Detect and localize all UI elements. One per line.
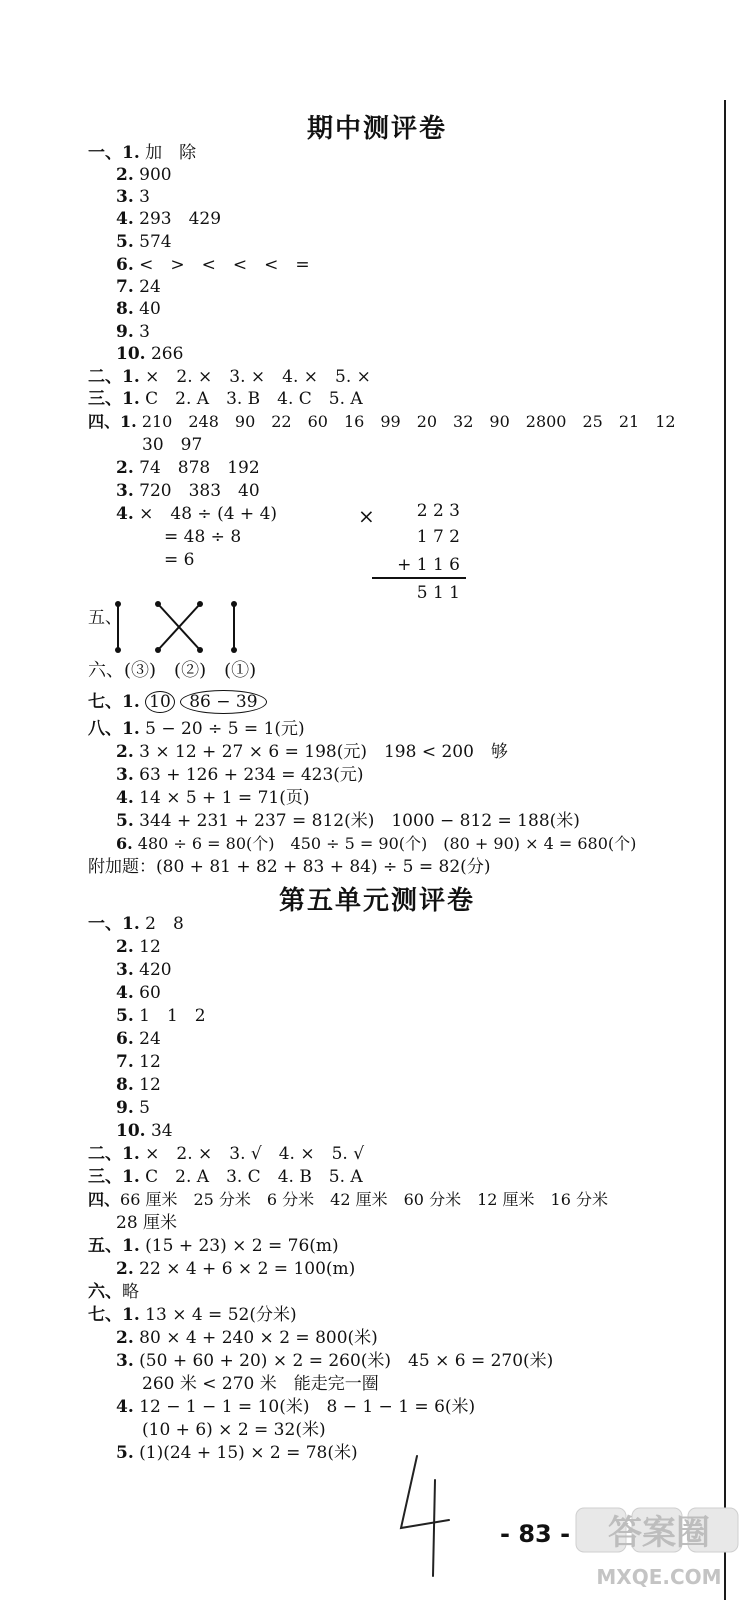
answer-line (88, 1143, 364, 1165)
answer-line (116, 1327, 378, 1349)
question-number: 3. (116, 1351, 134, 1371)
section-title-unit5: 第五单元测评卷 (278, 886, 475, 916)
answer-line (116, 1005, 206, 1027)
question-number: 10. (116, 344, 146, 364)
answer-text: (②) (174, 660, 207, 681)
answer-line (88, 690, 267, 714)
question-number: 3. (116, 481, 134, 501)
answer-text: × 2. × 3. √ 4. × 5. √ (145, 1144, 365, 1164)
question-number: 四、1. (88, 412, 137, 431)
answer-line (116, 276, 161, 298)
right-margin-rule (724, 100, 726, 1600)
vertical-calc-mark: × (358, 504, 375, 528)
answer-text: 260 米 < 270 米 能走完一圈 (142, 1374, 379, 1394)
bonus-line: 附加题：(80 + 81 + 82 + 83 + 84) ÷ 5 = 82(分) (88, 857, 491, 877)
question-number: 5. (116, 232, 134, 252)
answer-line (164, 549, 194, 571)
answer-line (116, 1074, 161, 1096)
answer-text: 24 (139, 1029, 161, 1049)
question-number: 7. (116, 1052, 134, 1072)
answer-text: 28 厘米 (116, 1213, 178, 1233)
answer-text: 574 (139, 232, 172, 252)
answer-line (116, 1442, 358, 1464)
question-number: 五、1. (88, 1236, 140, 1256)
question-number: 6. (116, 1029, 134, 1049)
question-number: 5. (116, 1006, 134, 1026)
question-number: 2. (116, 1259, 134, 1279)
answer-line (116, 1350, 553, 1372)
answer-line (142, 1373, 379, 1395)
answer-text: (10 + 6) × 2 = 32(米) (142, 1420, 326, 1440)
answer-text: × 48 ÷ (4 + 4) (139, 504, 278, 524)
question-number: 4. (116, 209, 134, 229)
answer-line (116, 1097, 150, 1119)
answer-text: C 2. A 3. B 4. C 5. A (145, 389, 363, 409)
answer-text: 24 (139, 277, 161, 297)
answer-text: 22 × 4 + 6 × 2 = 100(m) (139, 1259, 356, 1279)
answer-line (116, 1258, 355, 1280)
answer-text: 210 248 90 22 60 16 99 20 32 90 2800 25 21 12 (141, 412, 676, 431)
answer-text: 3 (139, 187, 150, 207)
answer-line (116, 764, 364, 786)
question-number: 10. (116, 1121, 146, 1141)
question-number: 5. (116, 811, 134, 831)
answer-line (88, 142, 196, 164)
question-number: 6. (116, 834, 133, 853)
answer-text: (①) (224, 660, 257, 681)
question-number: 3. (116, 765, 134, 785)
answer-text: 12 − 1 − 1 = 10(米) 8 − 1 − 1 = 6(米) (139, 1397, 476, 1417)
answer-text: = 6 (164, 550, 195, 570)
question-number: 二、1. (88, 367, 140, 387)
answer-text: 60 (139, 983, 161, 1003)
watermark-cn: 答案圈 (608, 1513, 710, 1553)
vertical-calc-row: + 1 1 6 (397, 555, 460, 575)
answer-line (116, 959, 172, 981)
answer-text: 12 (139, 937, 161, 957)
question-number: 五、 (88, 608, 122, 628)
question-number: 8. (116, 299, 134, 319)
answer-line (116, 1028, 161, 1050)
answer-line (88, 366, 371, 388)
answer-text: 66 厘米 25 分米 6 分米 42 厘米 60 分米 12 厘米 16 分米 (120, 1190, 608, 1209)
answer-line (116, 810, 580, 832)
answer-line (164, 526, 241, 548)
answer-text: (15 + 23) × 2 = 76(m) (145, 1236, 339, 1256)
question-number: 3. (116, 960, 134, 980)
question-number: 八、1. (88, 719, 140, 739)
vertical-calc-row: 5 1 1 (416, 583, 460, 603)
question-number: 4. (116, 1397, 134, 1417)
answer-text: 80 × 4 + 240 × 2 = 800(米) (139, 1328, 378, 1348)
answer-text: 900 (139, 165, 172, 185)
matching-diagram (110, 598, 250, 658)
answer-line (116, 1051, 161, 1073)
answer-line (116, 298, 161, 320)
answer-line (116, 343, 183, 365)
section-title-midterm: 期中测评卷 (306, 114, 447, 144)
answer-text: 63 + 126 + 234 = 423(元) (139, 765, 364, 785)
question-number: 四、 (88, 1190, 121, 1209)
question-number: 2. (116, 165, 134, 185)
answer-line (142, 434, 202, 456)
answer-text: (1)(24 + 15) × 2 = 78(米) (139, 1443, 358, 1463)
answer-text: 40 (139, 299, 161, 319)
answer-text: 344 + 231 + 237 = 812(米) 1000 − 812 = 188(米) (139, 811, 580, 831)
answer-line (116, 741, 508, 763)
answer-text: × 2. × 3. × 4. × 5. × (145, 367, 371, 387)
question-number: 三、1. (88, 389, 140, 409)
answer-line (116, 164, 172, 186)
watermark-en: MXQE.COM (596, 1565, 722, 1589)
answer-line (88, 718, 305, 740)
question-number: 2. (116, 937, 134, 957)
page-number: - 83 - (500, 1520, 571, 1548)
answer-line (88, 1235, 339, 1257)
answer-text: < > < < < = (139, 255, 310, 275)
answer-line (88, 1281, 139, 1303)
answer-text: 12 (139, 1075, 161, 1095)
answer-line (116, 457, 260, 479)
answer-line (88, 913, 184, 935)
answer-text: 12 (139, 1052, 161, 1072)
answer-text: 5 (139, 1098, 150, 1118)
question-number: 七、1. (88, 692, 140, 712)
question-number: 4. (116, 983, 134, 1003)
handwritten-mark-4 (395, 1450, 455, 1580)
question-number: 8. (116, 1075, 134, 1095)
answer-line (116, 936, 161, 958)
question-number: 六、 (88, 1282, 122, 1302)
answer-text: (③) (124, 660, 157, 681)
answer-line (88, 660, 256, 682)
vertical-calc-row: 1 7 2 (416, 527, 460, 547)
question-number: 2. (116, 458, 134, 478)
answer-line (88, 388, 363, 410)
question-number: 一、1. (88, 914, 140, 934)
answer-line (116, 186, 150, 208)
answer-text: 14 × 5 + 1 = 71(页) (139, 788, 310, 808)
answer-text: 720 383 40 (139, 481, 260, 501)
vertical-calc-row: 2 2 3 (416, 501, 460, 521)
circled-answer: 10 (145, 691, 175, 713)
question-number: 7. (116, 277, 134, 297)
question-number: 七、1. (88, 1305, 140, 1325)
answer-line (116, 254, 310, 276)
answer-text: 13 × 4 = 52(分米) (145, 1305, 297, 1325)
answer-line (116, 480, 260, 502)
answer-line (116, 1120, 173, 1142)
answer-text: 420 (139, 960, 172, 980)
question-number: 4. (116, 788, 134, 808)
question-number: 2. (116, 742, 134, 762)
answer-line (88, 411, 676, 433)
ellipsed-answer: 86 − 39 (180, 690, 266, 714)
question-number: 5. (116, 1443, 134, 1463)
question-number: 4. (116, 504, 134, 524)
answer-text: 34 (150, 1121, 173, 1141)
answer-text: 480 ÷ 6 = 80(个) 450 ÷ 5 = 90(个) (80 + 90) × 4 = 680(个) (137, 834, 637, 853)
answer-line (116, 503, 277, 525)
answer-text: 293 429 (139, 209, 222, 229)
question-number: 9. (116, 322, 134, 342)
answer-text: 加 除 (145, 143, 197, 163)
answer-line (142, 1419, 326, 1441)
answer-text: 5 − 20 ÷ 5 = 1(元) (145, 719, 305, 739)
question-number: 二、1. (88, 1144, 140, 1164)
answer-line (116, 231, 172, 253)
answer-line (116, 833, 636, 855)
answer-line (116, 1212, 177, 1234)
answer-text: 略 (122, 1282, 139, 1302)
answer-line (88, 1189, 608, 1211)
answer-text: = 48 ÷ 8 (164, 527, 242, 547)
answer-text: C 2. A 3. C 4. B 5. A (145, 1167, 363, 1187)
watermark-logo (564, 1500, 754, 1600)
answer-text: 266 (150, 344, 184, 364)
question-number: 9. (116, 1098, 134, 1118)
answer-line (116, 1396, 475, 1418)
question-number: 3. (116, 187, 134, 207)
answer-text: 74 878 192 (139, 458, 260, 478)
answer-line (88, 1166, 363, 1188)
question-number: 2. (116, 1328, 134, 1348)
answer-text: 3 × 12 + 27 × 6 = 198(元) 198 < 200 够 (139, 742, 508, 762)
vertical-calc-rule (372, 577, 466, 579)
question-number: 六、 (88, 660, 124, 681)
question-number: 三、1. (88, 1167, 140, 1187)
answer-text: 1 1 2 (139, 1006, 206, 1026)
question-number: 6. (116, 255, 134, 275)
answer-line (116, 321, 150, 343)
answer-text: 30 97 (142, 435, 203, 455)
answer-line (116, 787, 309, 809)
question-number: 一、1. (88, 143, 140, 163)
answer-line (116, 982, 161, 1004)
answer-text: 3 (139, 322, 150, 342)
answer-line (116, 208, 221, 230)
answer-text: 2 8 (145, 914, 184, 934)
answer-line (88, 1304, 297, 1326)
answer-text: (50 + 60 + 20) × 2 = 260(米) 45 × 6 = 270(米) (139, 1351, 554, 1371)
